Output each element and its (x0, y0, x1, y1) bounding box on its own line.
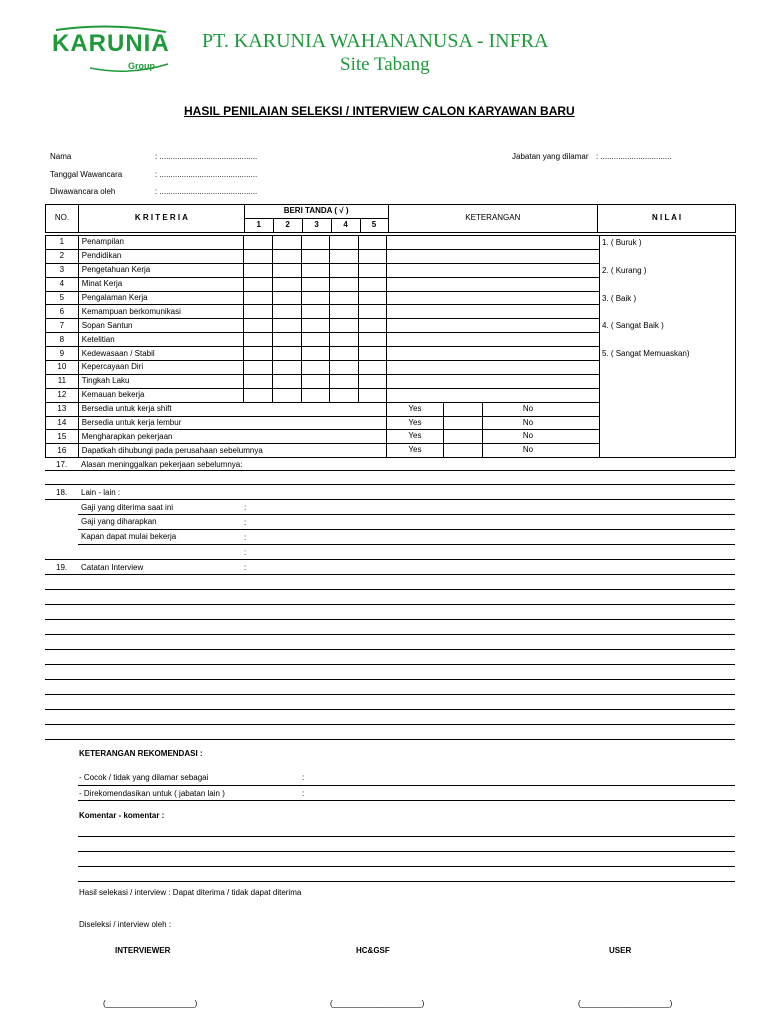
mulai-bekerja-label: Kapan dapat mulai bekerja (81, 532, 177, 541)
score-cell-2[interactable] (272, 319, 301, 333)
yesno-label: Mengharapkan pekerjaan (78, 430, 386, 444)
gaji-harapan-colon: : (244, 518, 247, 527)
score-cell-3[interactable] (301, 347, 330, 361)
score-cell-5[interactable] (359, 305, 387, 319)
keterangan-cell[interactable] (386, 291, 599, 305)
tanggal-value[interactable]: : ............................................ (155, 170, 258, 179)
signature-interviewer-line[interactable]: (____________________) (103, 999, 198, 1008)
catatan-line[interactable] (45, 709, 735, 710)
score-cell-1[interactable] (244, 263, 273, 277)
catatan-line[interactable] (45, 649, 735, 650)
criteria-label: Ketelitian (78, 333, 243, 347)
no-label: No (522, 445, 534, 455)
score-cell-5[interactable] (359, 374, 387, 388)
no-box[interactable] (573, 417, 599, 430)
direkomendasikan-line[interactable] (78, 800, 735, 801)
score-cell-4[interactable] (330, 277, 359, 291)
q18-line-3[interactable] (78, 544, 735, 545)
criteria-no: 6 (46, 305, 79, 319)
tanggal-label: Tanggal Wawancara (50, 170, 123, 179)
score-cell-5[interactable] (359, 277, 387, 291)
komentar-line-1[interactable] (78, 836, 735, 837)
score-cell-4[interactable] (330, 361, 359, 375)
q18-line-4[interactable] (45, 559, 735, 560)
q19-number: 19. (56, 563, 68, 572)
score-cell-4[interactable] (330, 347, 359, 361)
yes-box[interactable] (443, 430, 483, 443)
nilai-item: 3. ( Baik ) (601, 293, 637, 303)
score-cell-4[interactable] (330, 305, 359, 319)
yesno-label: Dapatkah dihubungi pada perusahaan sebelumnya (78, 444, 386, 458)
q18-line-1[interactable] (78, 514, 735, 515)
yes-box[interactable] (443, 444, 483, 457)
keterangan-cell[interactable] (386, 236, 599, 250)
nama-value[interactable]: : ............................................ (155, 152, 258, 161)
score-cell-3[interactable] (301, 333, 330, 347)
score-cell-5[interactable] (359, 333, 387, 347)
q18-line-0 (45, 499, 735, 500)
komentar-line-2[interactable] (78, 851, 735, 852)
score-cell-5[interactable] (359, 263, 387, 277)
score-cell-4[interactable] (330, 388, 359, 402)
score-cell-5[interactable] (359, 236, 387, 250)
score-cell-3[interactable] (301, 319, 330, 333)
signature-interviewer-title: INTERVIEWER (115, 946, 171, 955)
yesno-options (386, 430, 599, 444)
header-beri-tanda: BERI TANDA ( √ ) (244, 205, 388, 219)
q19-label: Catatan Interview (81, 563, 144, 572)
score-cell-1[interactable] (244, 347, 273, 361)
no-label: No (522, 417, 534, 427)
yesno-options (386, 402, 599, 416)
yes-label: Yes (408, 431, 422, 441)
no-label: No (522, 403, 534, 413)
score-cell-1[interactable] (244, 374, 273, 388)
direkomendasikan-colon: : (302, 789, 305, 798)
gaji-harapan-label: Gaji yang diharapkan (81, 517, 157, 526)
jabatan-value[interactable]: : ................................ (596, 152, 672, 161)
criteria-label: Kepercayaan Diri (78, 361, 243, 375)
komentar-line-3[interactable] (78, 866, 735, 867)
score-cell-3[interactable] (301, 388, 330, 402)
logo-wordmark: KARUNIA (52, 30, 170, 57)
q18-number: 18. (56, 488, 68, 497)
criteria-no: 9 (46, 347, 79, 361)
criteria-no: 7 (46, 319, 79, 333)
score-cell-3[interactable] (301, 277, 330, 291)
score-cell-2[interactable] (272, 388, 301, 402)
q17-number: 17. (56, 460, 68, 469)
score-cell-4[interactable] (330, 319, 359, 333)
nilai-item: 1. ( Buruk ) (601, 238, 642, 247)
no-box[interactable] (573, 444, 599, 457)
signature-hc-line[interactable]: (____________________) (330, 999, 425, 1008)
yesno-no: 16 (46, 444, 79, 458)
gaji-saat-ini-label: Gaji yang diterima saat ini (81, 503, 174, 512)
score-cell-1[interactable] (244, 361, 273, 375)
site-name: Site Tabang (340, 54, 430, 75)
komentar-line-4[interactable] (78, 881, 735, 882)
criteria-label: Kemampuan berkomunikasi (78, 305, 243, 319)
logo-group-text: Group (128, 61, 155, 71)
score-cell-2[interactable] (272, 333, 301, 347)
yesno-options (386, 416, 599, 430)
score-cell-2[interactable] (272, 347, 301, 361)
nilai-legend (599, 236, 735, 458)
score-cell-4[interactable] (330, 236, 359, 250)
score-cell-4[interactable] (330, 249, 359, 263)
hasil-seleksi: Hasil selekasi / interview : Dapat diterima / tidak dapat diterima (79, 888, 302, 897)
keterangan-cell[interactable] (386, 388, 599, 402)
company-name: PT. KARUNIA WAHANANUSA - INFRA (202, 30, 549, 52)
keterangan-cell[interactable] (386, 333, 599, 347)
criteria-no: 5 (46, 291, 79, 305)
keterangan-cell[interactable] (386, 319, 599, 333)
nilai-item: 2. ( Kurang ) (601, 265, 647, 275)
signature-hc-title: HC&GSF (356, 946, 390, 955)
yesno-no: 15 (46, 430, 79, 444)
score-cell-3[interactable] (301, 305, 330, 319)
mulai-bekerja-colon: : (244, 533, 247, 542)
score-cell-1[interactable] (244, 333, 273, 347)
yes-label: Yes (408, 417, 422, 427)
scale-2: 2 (273, 218, 302, 232)
score-cell-2[interactable] (272, 305, 301, 319)
diseleksi-oleh: Diseleksi / interview oleh : (79, 920, 172, 929)
score-cell-1[interactable] (244, 388, 273, 402)
score-cell-2[interactable] (272, 277, 301, 291)
criteria-label: Kedewasaan / Stabil (78, 347, 243, 361)
yesno-options (386, 444, 599, 458)
scale-3: 3 (302, 218, 331, 232)
nama-label: Nama (50, 152, 72, 161)
keterangan-cell[interactable] (386, 249, 599, 263)
yesno-label: Bersedia untuk kerja shift (78, 402, 386, 416)
criteria-label: Penampilan (78, 236, 243, 250)
score-cell-3[interactable] (301, 249, 330, 263)
score-cell-1[interactable] (244, 291, 273, 305)
score-cell-3[interactable] (301, 374, 330, 388)
cocok-line[interactable] (78, 785, 735, 786)
score-cell-2[interactable] (272, 236, 301, 250)
score-cell-5[interactable] (359, 347, 387, 361)
signature-user-line[interactable]: (____________________) (578, 999, 673, 1008)
criteria-label: Pengalaman Kerja (78, 291, 243, 305)
catatan-line[interactable] (45, 739, 735, 740)
criteria-no: 4 (46, 277, 79, 291)
criteria-no: 2 (46, 249, 79, 263)
cocok-colon: : (302, 773, 305, 782)
criteria-no: 1 (46, 236, 79, 250)
komentar-label: Komentar - komentar : (79, 811, 165, 820)
catatan-line[interactable] (45, 694, 735, 695)
keterangan-cell[interactable] (386, 361, 599, 375)
score-cell-4[interactable] (330, 333, 359, 347)
q17-line-1[interactable] (45, 470, 735, 471)
catatan-line[interactable] (45, 574, 735, 575)
diwawancara-label: Diwawancara oleh (50, 187, 116, 196)
catatan-line[interactable] (45, 619, 735, 620)
score-cell-2[interactable] (272, 374, 301, 388)
score-cell-3[interactable] (301, 236, 330, 250)
yes-box[interactable] (443, 403, 483, 416)
scale-5: 5 (360, 218, 388, 232)
extra-colon: : (244, 548, 247, 557)
criteria-label: Kemauan bekerja (78, 388, 243, 402)
catatan-line[interactable] (45, 679, 735, 680)
no-label: No (522, 431, 534, 441)
score-cell-5[interactable] (359, 388, 387, 402)
yes-box[interactable] (443, 417, 483, 430)
document-title: HASIL PENILAIAN SELEKSI / INTERVIEW CALON KARYAWAN BARU (184, 104, 575, 118)
cocok-label: - Cocok / tidak yang dilamar sebagai (79, 773, 209, 782)
scale-4: 4 (331, 218, 360, 232)
criteria-row (46, 236, 736, 250)
jabatan-label: Jabatan yang dilamar (512, 152, 589, 161)
q19-colon: : (244, 563, 247, 572)
q18-label: Lain - lain : (81, 488, 121, 497)
keterangan-cell[interactable] (386, 263, 599, 277)
keterangan-cell[interactable] (386, 277, 599, 291)
criteria-no: 3 (46, 263, 79, 277)
score-cell-4[interactable] (330, 263, 359, 277)
catatan-line[interactable] (45, 664, 735, 665)
gaji-saat-ini-colon: : (244, 503, 247, 512)
q18-line-2[interactable] (78, 529, 735, 530)
score-cell-3[interactable] (301, 361, 330, 375)
yes-label: Yes (408, 445, 422, 455)
q17-line-2[interactable] (45, 484, 735, 485)
score-cell-1[interactable] (244, 277, 273, 291)
yesno-no: 14 (46, 416, 79, 430)
header-no: NO. (46, 205, 79, 233)
score-cell-3[interactable] (301, 291, 330, 305)
criteria-no: 10 (46, 361, 79, 375)
catatan-line[interactable] (45, 724, 735, 725)
score-cell-2[interactable] (272, 249, 301, 263)
direkomendasikan-label: - Direkomendasikan untuk ( jabatan lain ) (79, 789, 225, 798)
no-box[interactable] (573, 403, 599, 416)
catatan-line[interactable] (45, 589, 735, 590)
nilai-item: 4. ( Sangat Baik ) (601, 321, 664, 331)
criteria-no: 11 (46, 374, 79, 388)
header-keterangan: KETERANGAN (388, 205, 598, 233)
criteria-label: Sopan Santun (78, 319, 243, 333)
score-cell-5[interactable] (359, 361, 387, 375)
keterangan-cell[interactable] (386, 305, 599, 319)
header-nilai: N I L A I (598, 205, 736, 233)
no-box[interactable] (573, 430, 599, 443)
score-cell-1[interactable] (244, 305, 273, 319)
score-cell-4[interactable] (330, 291, 359, 305)
criteria-table (45, 235, 736, 458)
keterangan-cell[interactable] (386, 374, 599, 388)
nilai-item: 5. ( Sangat Memuaskan) (601, 349, 690, 359)
rekomendasi-title: KETERANGAN REKOMENDASI : (79, 749, 203, 758)
score-cell-1[interactable] (244, 319, 273, 333)
score-cell-3[interactable] (301, 263, 330, 277)
score-cell-1[interactable] (244, 236, 273, 250)
yesno-label: Bersedia untuk kerja lembur (78, 416, 386, 430)
q17-label: Alasan meninggalkan pekerjaan sebelumnya: (81, 460, 243, 469)
header-kriteria: K R I T E R I A (78, 205, 244, 233)
criteria-header-table (45, 204, 736, 233)
score-cell-2[interactable] (272, 263, 301, 277)
criteria-label: Pengetahuan Kerja (78, 263, 243, 277)
diwawancara-value[interactable]: : ............................................ (155, 187, 258, 196)
catatan-line[interactable] (45, 634, 735, 635)
score-cell-1[interactable] (244, 249, 273, 263)
score-cell-4[interactable] (330, 374, 359, 388)
yesno-no: 13 (46, 402, 79, 416)
keterangan-cell[interactable] (386, 347, 599, 361)
score-cell-5[interactable] (359, 319, 387, 333)
signature-user-title: USER (609, 946, 632, 955)
catatan-line[interactable] (45, 604, 735, 605)
score-cell-2[interactable] (272, 291, 301, 305)
yes-label: Yes (408, 403, 422, 413)
score-cell-5[interactable] (359, 291, 387, 305)
criteria-label: Tingkah Laku (78, 374, 243, 388)
criteria-label: Minat Kerja (78, 277, 243, 291)
scale-1: 1 (244, 218, 273, 232)
criteria-no: 8 (46, 333, 79, 347)
criteria-label: Pendidikan (78, 249, 243, 263)
score-cell-5[interactable] (359, 249, 387, 263)
score-cell-2[interactable] (272, 361, 301, 375)
criteria-no: 12 (46, 388, 79, 402)
